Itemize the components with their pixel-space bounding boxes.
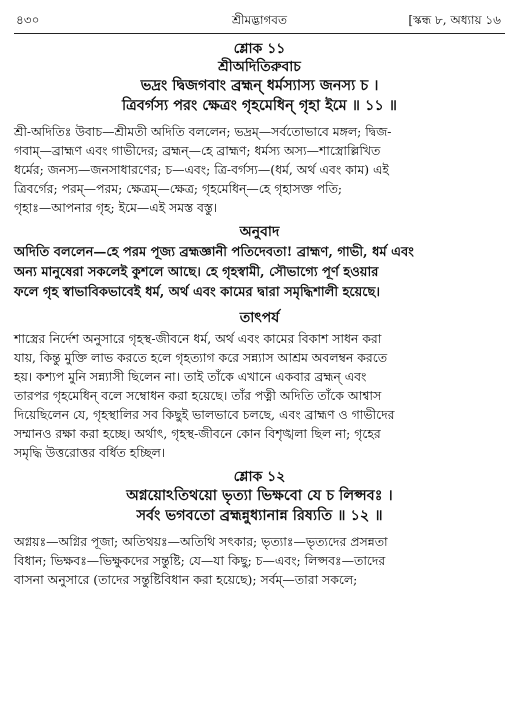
purport-line: সম্মানও রক্ষা করা হচ্ছে। অর্থাৎ, গৃহস্থ-জীবনে কোন বিশৃঙ্খলা ছিল না; গৃহের xyxy=(14,426,381,441)
verse-12-line-2: সর্বং ভগবতো ব্রহ্মন্নুধ্যানান্ন রিষ্যতি ॥ ১২ ॥ xyxy=(136,507,383,524)
purport-heading: তাৎপর্য xyxy=(239,310,280,326)
page-header xyxy=(14,8,505,34)
verse-12-synonyms xyxy=(14,532,505,589)
synonym-line: বিধান; ভিক্ষবঃ—ভিক্ষুকদের সন্তুষ্টি; যে—যা কিছু; চ—এবং; লিপ্সবঃ—তাদের xyxy=(14,553,386,568)
verse-11-translation xyxy=(14,243,505,303)
page-content xyxy=(14,40,505,589)
purport-line: হয়। কশ্যপ মুনি সন্ন্যাসী ছিলেন না। তাই তাঁকে এখানে একবার ব্রহ্মন্ এবং xyxy=(14,369,367,384)
verse-11-heading: শ্লোক ১১ xyxy=(233,41,286,57)
verse-11-line-1: ভদ্রং দ্বিজগবাং ব্রহ্মন্ ধর্মস্যাস্য জনস্য চ । xyxy=(140,77,379,94)
verse-11-purport xyxy=(14,329,505,462)
synonym-line: বাসনা অনুসারে (তাদের সন্তুষ্টিবিধান করা হয়েছে); সর্বম্—তারা সকলে; xyxy=(14,572,358,587)
translation-line: ফলে গৃহ স্বাভাবিকভাবেই ধর্ম, অর্থ এবং কামের দ্বারা সমৃদ্ধিশালী হয়েছে। xyxy=(14,285,381,300)
synonym-line: অগ্নয়ঃ—অগ্নির পূজা; অতিথয়ঃ—অতিথি সৎকার; ভৃত্যাঃ—ভৃত্যদের প্রসন্নতা xyxy=(14,534,388,549)
synonym-line: ধর্মের; জনস্য—জনসাধারণের; চ—এবং; ত্রি-বর্গস্য—(ধর্ম, অর্থ এবং কাম) এই xyxy=(14,162,389,177)
synonym-line: গবাম্—ব্রাহ্মণ এবং গাভীদের; ব্রহ্মন্—হে ব্রাহ্মণ; ধর্মস্য অস্য—শাস্ত্রোল্লিখিত xyxy=(14,143,381,158)
purport-line: দিয়েছিলেন যে, গৃহস্থালির সব কিছুই ভালভাবে চলছে, এবং ব্রাহ্মণ ও গাভীদের xyxy=(14,407,395,422)
synonym-line: গৃহাঃ—আপনার গৃহ; ইমে—এই সমস্ত বস্তু। xyxy=(14,200,218,215)
synonym-line: ত্রিবর্গের; পরম্—পরম; ক্ষেত্রম্—ক্ষেত্র; গৃহমেধিন্—হে গৃহাসক্ত পতি; xyxy=(14,181,343,196)
chapter-reference: [স্কন্ধ ৮, অধ্যায় ১৬ xyxy=(408,13,501,27)
purport-line: সমৃদ্ধি উত্তরোত্তর বর্ধিত হচ্ছিল। xyxy=(14,445,166,460)
book-title: শ্রীমদ্ভাগবত xyxy=(231,13,287,27)
translation-line: অন্য মানুষেরা সকলেই কুশলে আছে। হে গৃহস্বামী, সৌভাগ্যে পূর্ণ হওয়ার xyxy=(14,265,379,280)
verse-11-speaker: শ্রীঅদিতিরুবাচ xyxy=(218,59,301,75)
translation-line: অদিতি বললেন—হে পরম পূজ্য ব্রহ্মজ্ঞানী পতিদেবতা! ব্রাহ্মণ, গাভী, ধর্ম এবং xyxy=(14,245,414,260)
verse-11-line-2: ত্রিবর্গস্য পরং ক্ষেত্রং গৃহমেধিন্ গৃহা ইমে ॥ ১১ ॥ xyxy=(121,97,398,114)
header-rule xyxy=(14,33,505,34)
translation-heading: অনুবাদ xyxy=(239,224,280,240)
synonym-line: শ্রী-অদিতিঃ উবাচ—শ্রীমতী অদিতি বললেন; ভদ্রম্—সর্বতোভাবে মঙ্গল; দ্বিজ- xyxy=(14,124,392,139)
verse-12-line-1: অগ্নয়োঽতিথয়ো ভৃত্যা ভিক্ষবো যে চ লিপ্সবঃ । xyxy=(126,487,393,504)
purport-line: শাস্ত্রের নির্দেশ অনুসারে গৃহস্থ-জীবনে ধর্ম, অর্থ এবং কামের বিকাশ সাধন করা xyxy=(14,331,382,346)
verse-12-heading: শ্লোক ১২ xyxy=(233,469,286,485)
page-number: ৪৩০ xyxy=(16,13,40,27)
purport-line: তারপর গৃহমেধিন্ বলে সম্বোধন করা হয়েছে। তাঁর পত্নী অদিতি তাঁকে আশ্বাস xyxy=(14,388,382,403)
purport-line: যায়, কিন্তু মুক্তি লাভ করতে হলে গৃহত্যাগ করে সন্ন্যাস আশ্রম অবলম্বন করতে xyxy=(14,350,388,365)
verse-11-synonyms xyxy=(14,122,505,217)
